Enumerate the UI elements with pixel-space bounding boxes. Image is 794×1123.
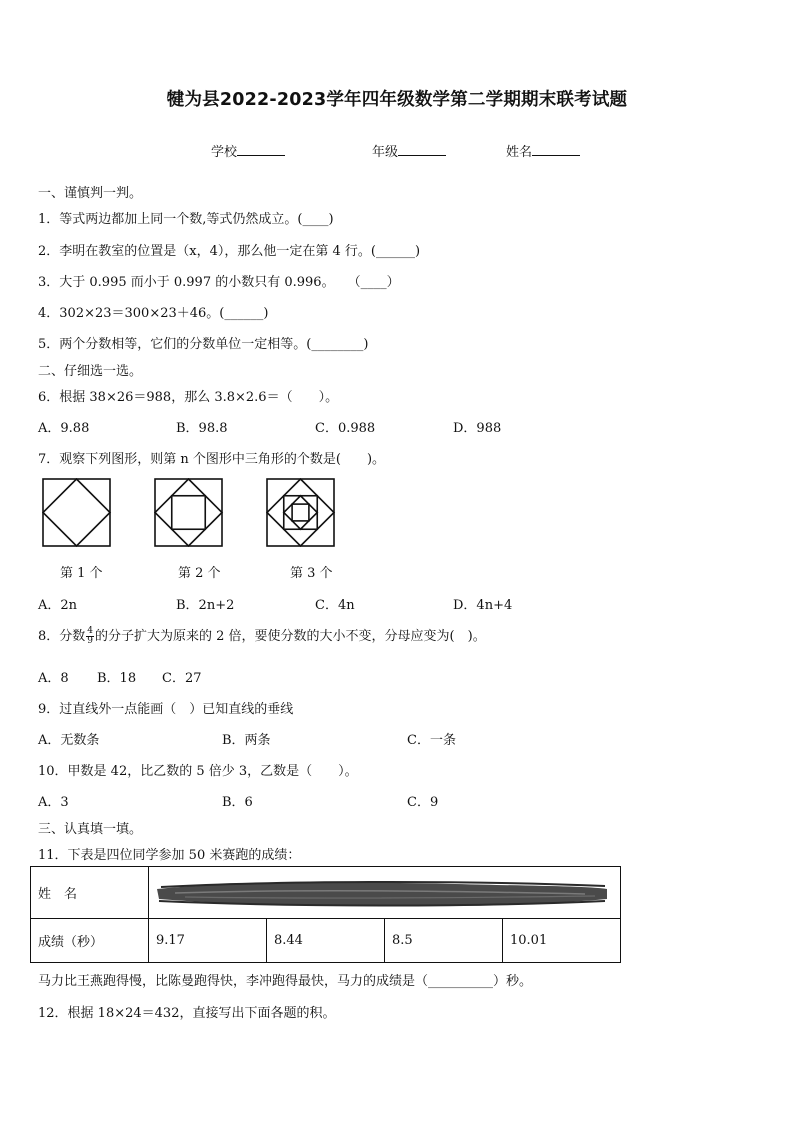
figure-3 xyxy=(266,478,336,548)
names-header-cell: 姓 名 xyxy=(31,867,149,919)
figure-1 xyxy=(42,478,112,548)
q9-option-b: B．两条 xyxy=(222,733,271,748)
name-blank[interactable] xyxy=(532,143,580,156)
scores-header-cell: 成绩（秒） xyxy=(31,919,149,963)
q10-option-c: C．9 xyxy=(407,795,439,810)
q8-suffix: 的分子扩大为原来的 2 倍，要使分数的大小不变，分母应变为( )。 xyxy=(95,629,486,644)
score-cell: 8.44 xyxy=(267,919,385,963)
grade-label: 年级 xyxy=(372,145,399,160)
question-8 xyxy=(38,625,486,646)
q10-option-a: A．3 xyxy=(38,795,69,810)
q9-option-c: C．一条 xyxy=(407,733,456,748)
grade-field xyxy=(372,141,446,160)
figure-3-label: 第 3 个 xyxy=(290,566,333,581)
section-1-heading: 一、谨慎判一判。 xyxy=(38,186,143,201)
school-blank[interactable] xyxy=(237,143,285,156)
figure-1-label: 第 1 个 xyxy=(60,566,103,581)
school-label: 学校 xyxy=(211,145,238,160)
section-2-heading: 二、仔细选一选。 xyxy=(38,364,143,379)
q9-option-a: A．无数条 xyxy=(38,733,100,748)
q8-prefix: 8．分数 xyxy=(38,629,86,644)
section-3-heading: 三、认真填一填。 xyxy=(38,822,143,837)
q6-option-c: C．0.988 xyxy=(315,421,376,436)
name-label: 姓名 xyxy=(506,145,533,160)
q6-option-b: B．98.8 xyxy=(176,421,228,436)
question-6: 6．根据 38×26＝988，那么 3.8×2.6＝（ ）。 xyxy=(38,390,339,405)
q8-numerator: 4 xyxy=(87,626,94,636)
question-2: 2．李明在教室的位置是（x，4），那么他一定在第 4 行。(______) xyxy=(38,244,421,259)
page-title: 犍为县2022-2023学年四年级数学第二学期期末联考试题 xyxy=(166,90,628,110)
question-11-followup: 马力比王燕跑得慢，比陈曼跑得快，李冲跑得最快，马力的成绩是（__________）秒。 xyxy=(38,974,533,989)
redaction-scribble xyxy=(155,877,610,911)
question-9: 9．过直线外一点能画（ ）已知直线的垂线 xyxy=(38,702,294,717)
q7-option-d: D．4n+4 xyxy=(453,598,513,613)
question-12: 12．根据 18×24＝432，直接写出下面各题的积。 xyxy=(38,1006,336,1021)
figure-2-label: 第 2 个 xyxy=(178,566,221,581)
name-field xyxy=(506,141,580,160)
question-7: 7．观察下列图形，则第 n 个图形中三角形的个数是( )。 xyxy=(38,452,386,467)
question-1: 1．等式两边都加上同一个数,等式仍然成立。(____) xyxy=(38,212,334,227)
q8-denominator: 9 xyxy=(87,636,94,646)
score-cell: 8.5 xyxy=(385,919,503,963)
question-5: 5．两个分数相等，它们的分数单位一定相等。(________) xyxy=(38,337,369,352)
grade-blank[interactable] xyxy=(398,143,446,156)
question-3: 3．大于 0.995 而小于 0.997 的小数只有 0.996。 （____） xyxy=(38,275,400,290)
scores-row xyxy=(31,919,621,963)
q8-option-a: A．8 xyxy=(38,671,69,686)
q7-option-a: A．2n xyxy=(38,598,78,613)
q6-option-d: D．988 xyxy=(453,421,502,436)
question-11: 11．下表是四位同学参加 50 米赛跑的成绩： xyxy=(38,848,301,863)
q7-option-b: B．2n+2 xyxy=(176,598,235,613)
q10-option-b: B．6 xyxy=(222,795,253,810)
q8-fraction xyxy=(86,627,94,646)
q8-option-b: B．18 xyxy=(97,671,137,686)
school-field xyxy=(211,141,285,160)
figure-2 xyxy=(154,478,224,548)
q6-option-a: A．9.88 xyxy=(38,421,90,436)
q8-option-c: C．27 xyxy=(162,671,202,686)
question-4: 4．302×23＝300×23＋46。(______) xyxy=(38,306,269,321)
score-cell: 10.01 xyxy=(503,919,621,963)
question-10: 10．甲数是 42，比乙数的 5 倍少 3，乙数是（ ）。 xyxy=(38,764,358,779)
q7-option-c: C．4n xyxy=(315,598,355,613)
score-cell: 9.17 xyxy=(149,919,267,963)
